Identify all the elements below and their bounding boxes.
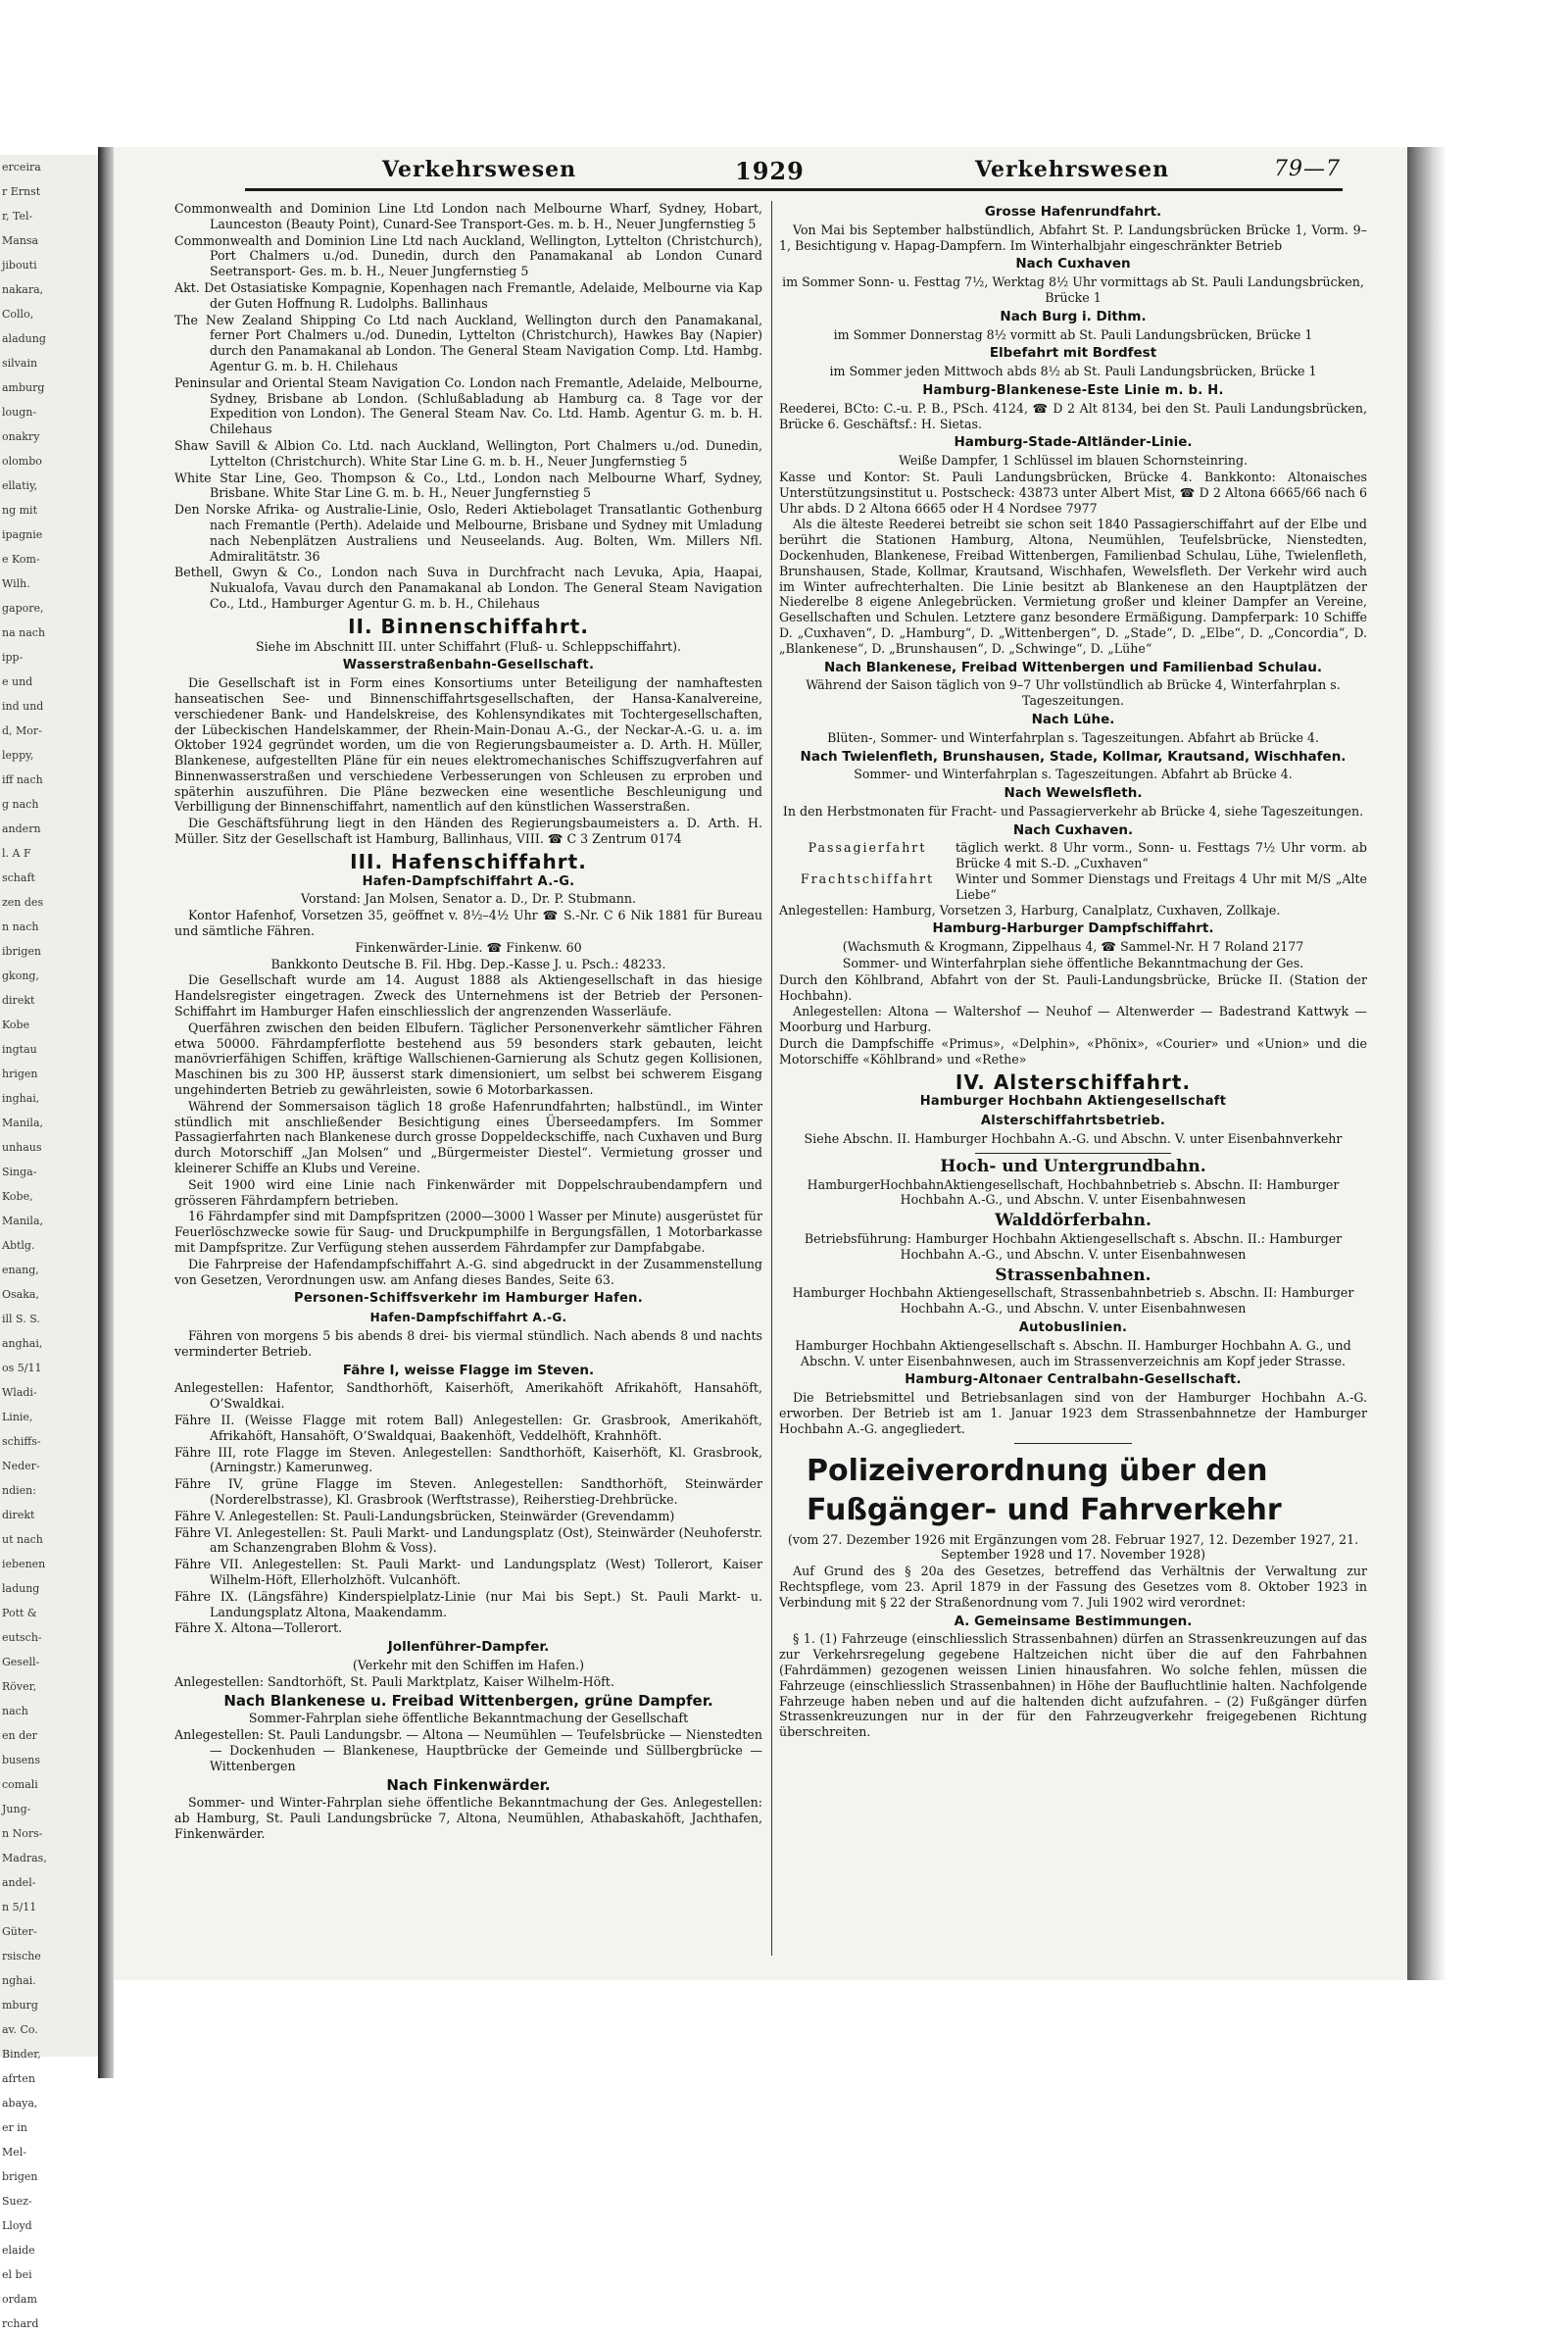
elbefahrt-paragraph: im Sommer jeden Mittwoch abds 8½ ab St. Pauli Landungsbrücken, Brücke 1 <box>829 364 1317 379</box>
head-right: Verkehrswesen <box>975 157 1170 182</box>
luehe-paragraph: Blüten-, Sommer- und Winterfahrplan s. Tageszeitungen. Abfahrt ab Brücke 4. <box>827 729 1319 745</box>
edge-word: ibrigen <box>2 945 41 958</box>
edge-word: Kobe, <box>2 1190 33 1203</box>
freibad-paragraph: Während der Saison täglich von 9–7 Uhr vollstündlich ab Brücke 4, Winterfahrplan s. Tageszeitungen. <box>806 677 1341 709</box>
cuxhaven-anlegestellen: Anlegestellen: Hamburg, Vorsetzen 3, Harburg, Canalplatz, Cuxhaven, Zollkaje. <box>779 902 1281 918</box>
hadag-kontor: Kontor Hafenhof, Vorsetzen 35, geöffnet v. 8½–4½ Uhr ☎ S.-Nr. C 6 Nik 1881 für Bureau und sämtliche Fähren. <box>174 908 762 939</box>
edge-word: comali <box>2 1778 38 1791</box>
personen-title: Personen-Schiffsverkehr im Hamburger Hafen. <box>294 1291 643 1307</box>
head-year: 1929 <box>735 157 805 185</box>
edge-word: ingtau <box>2 1043 37 1056</box>
faehre-entry: Fähre X. Altona—Tollerort. <box>174 1620 343 1636</box>
shipping-line-entry: Den Norske Afrika- og Australie-Linie, Oslo, Rederi Aktiebolaget Transatlantic Gothenburg nach Fremantle (Perth). Adelaide und Melbourne, Brisbane und Sydney mit Umladung nach Nebenplätzen Australiens und Neuseelands. Aug. Bolten, Wm. Millers Nfl. Admiralitätstr. 36 <box>174 502 762 564</box>
hadag-finkenwaerder: Finkenwärder-Linie. ☎ Finkenw. 60 <box>355 939 582 955</box>
cuxhaven-passagier-row <box>779 840 1367 871</box>
edge-word: inghai, <box>2 1092 40 1105</box>
cuxhaven-passagier-value: täglich werkt. 8 Uhr vorm., Sonn- u. Festtags 7½ Uhr vorm. ab Brücke 4 mit S.-D. „Cuxhaven“ <box>956 840 1367 871</box>
section-binnenschiffahrt: II. Binnenschiffahrt. <box>348 614 589 638</box>
cuxhaven-fracht-value: Winter und Sommer Dienstags und Freitags 4 Uhr mit M/S „Alte Liebe“ <box>956 871 1367 902</box>
edge-word: g nach <box>2 798 39 811</box>
edge-word: aladung <box>2 332 46 345</box>
faehren-list <box>174 1380 762 1636</box>
edge-word: iff nach <box>2 773 43 786</box>
harburg-paragraph-2: Sommer- und Winterfahrplan siehe öffentliche Bekanntmachung der Ges. <box>842 956 1304 971</box>
jollen-title: Jollenführer-Dampfer. <box>387 1639 550 1656</box>
edge-word: ill S. S. <box>2 1313 40 1325</box>
edge-word: Gesell- <box>2 1656 40 1668</box>
running-head <box>245 157 1343 191</box>
edge-word: Collo, <box>2 308 34 321</box>
edge-word: schiffs- <box>2 1435 41 1448</box>
edge-word: Singa- <box>2 1166 37 1178</box>
column-divider <box>771 201 772 1956</box>
edge-word: en der <box>2 1729 37 1742</box>
shipping-line-entry: Shaw Savill & Albion Co. Ltd. nach Auckland, Wellington, Port Chalmers u./od. Dunedin, Lyttelton (Christchurch). White Star Line G. m. b. H., Neuer Jungfernstieg 5 <box>174 437 762 469</box>
edge-word: ng mit <box>2 504 37 517</box>
page-gutter <box>98 147 114 2078</box>
shipping-line-entry: Peninsular and Oriental Steam Navigation Co. London nach Fremantle, Adelaide, Melbourne, Sydney, Brisbane ab London. (Schlußabladung ab Hamburg ca. 8 Tage vor der Expedition von London). The General Steam Nav. Co. Ltd. Hamb. Agentur G. m. b. H. Chilehaus <box>174 374 762 437</box>
edge-word: n 5/11 <box>2 1901 37 1914</box>
autobus-paragraph: Hamburger Hochbahn Aktiengesellschaft s. Abschn. II. Hamburger Hochbahn A. G., und Abschn. V. unter Eisenbahnwesen, auch im Strassenverzeichnis am Kopf jeder Strasse. <box>795 1337 1351 1368</box>
faehre-1-title: Fähre I, weisse Flagge im Steven. <box>342 1362 595 1378</box>
section-alsterschiffahrt: IV. Alsterschiffahrt. <box>955 1069 1192 1094</box>
edge-word: busens <box>2 1754 41 1766</box>
wewelsfleth-title: Nach Wewelsfleth. <box>1004 785 1143 802</box>
hadag-bankkonto: Bankkonto Deutsche B. Fil. Hbg. Dep.-Kasse J. u. Psch.: 48233. <box>270 956 666 971</box>
edge-word: e und <box>2 675 33 688</box>
edge-word: ndien: <box>2 1484 36 1497</box>
edge-word: enang, <box>2 1264 39 1276</box>
edge-word: schaft <box>2 871 35 884</box>
edge-word: Wilh. <box>2 577 30 590</box>
edge-word: erceira <box>2 161 41 174</box>
head-page-number: 79—7 <box>1274 157 1341 181</box>
right-column <box>779 201 1367 1741</box>
faehre-entry: Fähre IX. (Längsfähre) Kinderspielplatz-Linie (nur Mai bis Sept.) St. Pauli Markt- u. Landungsplatz Altona, Maakendamm. <box>174 1588 762 1619</box>
walddoerfer-paragraph: Betriebsführung: Hamburger Hochbahn Aktiengesellschaft s. Abschn. II.: Hamburger Hochbahn A.-G., und Abschn. V. unter Eisenbahnwesen <box>804 1231 1343 1262</box>
edge-word: Jung- <box>2 1803 31 1815</box>
edge-word: os 5/11 <box>2 1362 42 1374</box>
cuxhaven-fracht-label: Frachtschiffahrt <box>800 871 935 887</box>
edge-word: brigen <box>2 2170 38 2183</box>
twielenfleth-title: Nach Twielenfleth, Brunshausen, Stade, Kollmar, Krautsand, Wischhafen. <box>800 748 1347 765</box>
strassenbahnen-paragraph: Hamburger Hochbahn Aktiengesellschaft, Strassenbahnbetrieb s. Abschn. II: Hamburger Hochbahn A.-G., und Abschn. V. unter Eisenbahnwesen <box>792 1285 1354 1317</box>
left-column <box>174 201 762 1843</box>
edge-word: Lloyd <box>2 2219 32 2232</box>
finkenwaerder-title: Nach Finkenwärder. <box>386 1775 551 1794</box>
blankenese-anlegestellen: Anlegestellen: St. Pauli Landungsbr. — Altona — Neumühlen — Teufelsbrücke — Nienstedten — Dockenhuden — Blankenese, Hauptbrücke der Gemeinde und Süllbergbrücke — Wittenbergen <box>174 1727 762 1773</box>
edge-word: el bei <box>2 2268 32 2281</box>
edge-word: abaya, <box>2 2097 38 2110</box>
alster-subtitle-2: Alsterschiffahrtsbetrieb. <box>980 1114 1166 1129</box>
hadag-paragraph-1: Die Gesellschaft wurde am 14. August 1888 als Aktiengesellschaft in das hiesige Handelsregister eingetragen. Zweck des Unternehmens ist der Betrieb der Personen-Schiffahrt im Hamburger Hafen einschliesslich der angrenzenden Wasserläufe. <box>174 972 762 1019</box>
edge-word: anghai, <box>2 1337 43 1350</box>
edge-word: ordam <box>2 2293 37 2306</box>
edge-word: ladung <box>2 1582 40 1595</box>
faehre-entry: Fähre VII. Anlegestellen: St. Pauli Markt- und Landungsplatz (West) Tollerort, Kaiser Wilhelm-Höft, Ellerholzhöft. Vulcanhöft. <box>174 1557 762 1587</box>
cuxhaven-2-title: Nach Cuxhaven. <box>1012 821 1134 838</box>
edge-word: Abtlg. <box>2 1239 35 1252</box>
elbefahrt-title: Elbefahrt mit Bordfest <box>989 345 1157 362</box>
hadag-vorstand: Vorstand: Jan Molsen, Senator a. D., Dr. P. Stubmann. <box>301 891 636 907</box>
edge-word: eutsch- <box>2 1631 42 1644</box>
edge-word: r Ernst <box>2 185 41 198</box>
faehre-entry: Fähre III, rote Flagge im Steven. Anlegestellen: Sandthorhöft, Kaiserhöft, Kl. Grasbrook, (Arningstr.) Kamerunweg. <box>174 1444 762 1475</box>
shipping-line-entry: White Star Line, Geo. Thompson & Co., Ltd., London nach Melbourne Wharf, Sydney, Brisbane. White Star Line G. m. b. H., Neuer Jungfernstieg 5 <box>174 470 762 501</box>
edge-word: Madras, <box>2 1852 47 1864</box>
stade-paragraph-2: Kasse und Kontor: St. Pauli Landungsbrücken, Brücke 4. Bankkonto: Altonaisches Unterstützungsinstitut u. Postscheck: 43873 unter Albert Mist, ☎ D 2 Altona 6665/66 nach 6 Uhr abds. D 2 Altona 6665 oder H 4 Nordsee 7977 <box>779 469 1367 516</box>
edge-word: Pott & <box>2 1607 37 1619</box>
harburg-paragraph-5: Durch die Dampfschiffe «Primus», «Delphin», «Phönix», «Courier» und «Union» und die Motorschiffe «Köhlbrand» und «Rethe» <box>779 1036 1367 1067</box>
edge-word: andern <box>2 822 41 835</box>
cuxhaven-title: Nach Cuxhaven <box>1015 256 1131 273</box>
edge-word: direkt <box>2 994 35 1007</box>
edge-word: d, Mor- <box>2 724 42 737</box>
edge-word: jibouti <box>2 259 37 272</box>
hadag-paragraph-4: Seit 1900 wird eine Linie nach Finkenwärder mit Doppelschraubendampfern und grösseren Fährdampfern betrieben. <box>174 1176 762 1208</box>
edge-word: olombo <box>2 455 42 468</box>
hadag-title: Hafen-Dampfschiffahrt A.-G. <box>362 873 575 889</box>
edge-word: lougn- <box>2 406 37 419</box>
binnen-note: Siehe im Abschnitt III. unter Schiffahrt (Fluß- u. Schleppschiffahrt). <box>255 638 682 654</box>
hadag-paragraph-6: Die Fahrpreise der Hafendampfschiffahrt A.-G. sind abgedruckt in der Zusammenstellung von Gesetzen, Verordnungen usw. am Anfang dieses Bandes, Seite 63. <box>174 1256 762 1287</box>
blankenese-subtitle: Sommer-Fahrplan siehe öffentliche Bekanntmachung der Gesellschaft <box>248 1711 689 1726</box>
edge-word: Mel- <box>2 2146 27 2159</box>
wewelsfleth-paragraph: In den Herbstmonaten für Fracht- und Passagierverkehr ab Brücke 4, siehe Tageszeitungen. <box>782 803 1364 819</box>
gross-paragraph: Von Mai bis September halbstündlich, Abfahrt St. P. Landungsbrücken Brücke 1, Vorm. 9–1, Besichtigung v. Hapag-Dampfern. Im Winterhalbjahr eingeschränkter Betrieb <box>779 222 1367 253</box>
faehre-entry: Anlegestellen: Hafentor, Sandthorhöft, Kaiserhöft, Amerikahöft Afrikahöft, Hansahöft, O’Swaldkai. <box>174 1380 762 1412</box>
shipping-line-entry: Bethell, Gwyn & Co., London nach Suva in Durchfracht nach Levuka, Apia, Haapai, Nukualofa, Vavau durch den Panamakanal ab London. The General Steam Navigation Co., Ltd., Hamburger Agentur G. m. b. H., Chilehaus <box>174 565 762 611</box>
burg-title: Nach Burg i. Dithm. <box>1000 308 1147 324</box>
left-page-edge <box>0 155 101 2330</box>
edge-word: direkt <box>2 1509 35 1521</box>
faehre-entry: Fähre VI. Anlegestellen: St. Pauli Markt- und Landungsplatz (Ost), Steinwärder (Neuhoferstr. am Schanzengraben Blohm & Voss). <box>174 1524 762 1556</box>
jollen-anlegestellen: Anlegestellen: Sandtorhöft, St. Pauli Marktplatz, Kaiser Wilhelm-Höft. <box>174 1673 614 1689</box>
edge-word: Manila, <box>2 1117 43 1129</box>
burg-paragraph: im Sommer Donnerstag 8½ vormitt ab St. Pauli Landungsbrücken, Brücke 1 <box>833 326 1313 342</box>
polizei-paragraph-2: § 1. (1) Fahrzeuge (einschliesslich Strassenbahnen) dürfen an Strassenkreuzungen auf das zur Verkehrsregelung gegebene Haltzeichen nicht über die auf den Fahrbahnen (Fahrdämmen) gezogenen weissen Linien hinausfahren. Wo solche fehlen, müssen die Fahrzeuge (einschliesslich Strassenbahnen) in Höhe der Baufluchtlinie halten. Nachfolgende Fahrzeuge haben neben und auf die haltenden dicht aufzufahren. – (2) Fußgänger dürfen Strassenkreuzungen nur in der für den Fahrzeugverkehr freigegebenen Richtung überschreiten. <box>779 1631 1367 1740</box>
divider-rule <box>975 1153 1171 1154</box>
head-left: Verkehrswesen <box>382 157 577 182</box>
edge-word: na nach <box>2 626 46 639</box>
harburg-paragraph-4: Anlegestellen: Altona — Waltershof — Neuhof — Altenwerder — Badestrand Kattwyk — Moorburg und Harburg. <box>779 1004 1367 1035</box>
polizei-title-line-2: Fußgänger- und Fahrverkehr <box>807 1492 1282 1527</box>
wasser-paragraph-2: Die Geschäftsführung liegt in den Händen des Regierungsbaumeisters a. D. Arth. H. Müller. Sitz der Gesellschaft ist Hamburg, Ballinhaus, VIII. ☎ C 3 Zentrum 0174 <box>174 816 762 847</box>
edge-word: ut nach <box>2 1533 43 1546</box>
hadag-paragraph-5: 16 Fährdampfer sind mit Dampfspritzen (2000—3000 l Wasser per Minute) ausgerüstet für Feuerlöschzwecke sowie für Saug- und Druckpumphilfe in Bergungsfällen, 1 Motorbarkasse mit Dampfspritze. Zur Verfügung stehen ausserdem Fährdampfer zur Dampfabgabe. <box>174 1209 762 1255</box>
twielenfleth-paragraph: Sommer- und Winterfahrplan s. Tageszeitungen. Abfahrt ab Brücke 4. <box>854 767 1293 782</box>
edge-word: e Kom- <box>2 553 40 566</box>
blankenese-este-title: Hamburg-Blankenese-Este Linie m. b. H. <box>922 382 1224 398</box>
shipping-line-entry: Akt. Det Ostasiatiske Kompagnie, Kopenhagen nach Fremantle, Adelaide, Melbourne via Kap der Guten Hoffnung R. Ludolphs. Ballinhaus <box>174 279 762 311</box>
edge-word: ellatiy, <box>2 479 38 492</box>
autobus-title: Autobuslinien. <box>1018 1320 1128 1335</box>
finkenwaerder-paragraph: Sommer- und Winter-Fahrplan siehe öffentliche Bekanntmachung der Ges. Anlegestellen: ab Hamburg, St. Pauli Landungsbrücke 7, Altona, Neumühlen, Athabaskahöft, Jachthafen, Finkenwärder. <box>174 1795 762 1841</box>
edge-word: rsische <box>2 1950 41 1963</box>
edge-word: Wladi- <box>2 1386 37 1399</box>
shipping-lines-list <box>174 201 762 612</box>
edge-word: Güter- <box>2 1925 37 1938</box>
edge-word: Binder, <box>2 2048 41 2061</box>
harburg-paragraph-1: (Wachsmuth & Krogmann, Zippelhaus 4, ☎ Sammel-Nr. H 7 Roland 2177 <box>842 939 1304 955</box>
polizei-title-line-1: Polizeiverordnung über den <box>807 1453 1268 1488</box>
personen-subtitle: Hafen-Dampfschiffahrt A.-G. <box>369 1311 567 1325</box>
edge-word: iebenen <box>2 1558 46 1570</box>
freibad-title: Nach Blankenese, Freibad Wittenbergen und Familienbad Schulau. <box>823 659 1323 675</box>
edge-word: mburg <box>2 1999 38 2012</box>
stade-title: Hamburg-Stade-Altländer-Linie. <box>954 434 1193 451</box>
edge-word: Suez- <box>2 2195 32 2208</box>
section-hafenschiffahrt: III. Hafenschiffahrt. <box>350 849 587 873</box>
edge-word: ipp- <box>2 651 24 664</box>
shipping-line-entry: The New Zealand Shipping Co Ltd nach Auckland, Wellington durch den Panamakanal, ferner Port Chalmers u./od. Dunedin, Lyttelton (Christchurch), Hawkes Bay (Napier) durch den Panamakanal ab London. The General Steam Navigation Comp. Ltd. Hambg. Agentur G. m. b. H. Chilehaus <box>174 312 762 373</box>
edge-word: Mansa <box>2 234 39 247</box>
edge-word: elaide <box>2 2244 35 2257</box>
blankenese-este-paragraph: Reederei, BCto: C.-u. P. B., PSch. 4124, ☎ D 2 Alt 8134, bei den St. Pauli Landungsbrücken, Brücke 6. Geschäftsf.: H. Sietas. <box>779 400 1367 431</box>
edge-word: afrten <box>2 2072 35 2085</box>
edge-word: zen des <box>2 896 44 909</box>
luehe-title: Nach Lühe. <box>1031 711 1115 727</box>
divider-rule-2 <box>1014 1443 1132 1444</box>
jollen-subtitle: (Verkehr mit den Schiffen im Hafen.) <box>352 1657 585 1672</box>
alster-subtitle-1: Hamburger Hochbahn Aktiengesellschaft <box>919 1094 1227 1110</box>
edge-word: andel- <box>2 1876 36 1889</box>
edge-word: r, Tel- <box>2 210 33 223</box>
polizei-date: (vom 27. Dezember 1926 mit Ergänzungen vom 28. Februar 1927, 12. Dezember 1927, 21. September 1928 und 17. November 1928) <box>787 1531 1359 1563</box>
edge-word: ipagnie <box>2 528 43 541</box>
edge-word: ind und <box>2 700 44 713</box>
alster-paragraph: Siehe Abschn. II. Hamburger Hochbahn A.-G. und Abschn. V. unter Eisenbahnverkehr <box>804 1131 1343 1147</box>
harburg-title: Hamburg-Harburger Dampfschiffahrt. <box>932 920 1214 937</box>
edge-word: nakara, <box>2 283 44 296</box>
edge-word: onakry <box>2 430 40 443</box>
cuxhaven-fracht-row <box>779 871 1367 903</box>
edge-word: nghai. <box>2 1974 36 1987</box>
edge-word: av. Co. <box>2 2023 38 2036</box>
centralbahn-paragraph: Die Betriebsmittel und Betriebsanlagen sind von der Hamburger Hochbahn A.-G. erworben. Der Betrieb ist am 1. Januar 1923 dem Strassenbahnnetze der Hamburger Hochbahn A.-G. angegliedert. <box>779 1390 1367 1436</box>
edge-word: n nach <box>2 920 39 933</box>
hochbahn-paragraph: HamburgerHochbahnAktiengesellschaft, Hochbahnbetrieb s. Abschn. II: Hamburger Hochbahn A.-G., und Abschn. V. unter Eisenbahnwesen <box>807 1176 1340 1208</box>
centralbahn-title: Hamburg-Altonaer Centralbahn-Gesellschaft. <box>905 1372 1242 1388</box>
edge-word: Linie, <box>2 1411 33 1423</box>
wasser-paragraph-1: Die Gesellschaft ist in Form eines Konsortiums unter Beteiligung der namhaftesten hanseatischen See- und Binnenschiffahrtsgesellschaften, der Hansa-Kanalvereine, verschiedener Bank- und Handelskreise, des Kohlensyndikates mit Tochtergesellschaften, der Lübeckischen Handelskammer, der Rhein-Main-Donau A.-G., der Neckar-A.-G. u. a. im Oktober 1924 gegründet worden, um die von Regierungsbaumeister a. D. Arth. H. Müller, Blankenese, aufgestellten Pläne für ein neues elektromechanisches Schiffszugverfahren auf Binnenwasserstraßen und verschiedene Verbesserungen von Schleusen zu erproben und späterhin auszuführen. Die Pläne bezwecken eine wesentliche Beschleunigung und Verbilligung der Binnenschiffahrt, namentlich auf den künstlichen Wasserstraßen. <box>174 675 762 815</box>
hadag-paragraph-2: Querfähren zwischen den beiden Elbufern. Täglicher Personenverkehr sämtlicher Fähren etwa 50000. Fährdampferflotte bestehend aus 59 besonders stark gebauten, leicht manövrierfähigen Schiffen, kräftige Wallschienen-Garnierung als Schutz gegen Kollisionen, Maschinen bis zu 300 HP, äusserst stark dimensioniert, um selbst bei schwerem Eisgang ungehinderten Betrieb zu gewährleisten, sowie 6 Motorbarkassen. <box>174 1019 762 1098</box>
cuxhaven-paragraph: im Sommer Sonn- u. Festtag 7½, Werktag 8½ Uhr vormittags ab St. Pauli Landungsbrücken, Brücke 1 <box>782 274 1364 305</box>
edge-word: rchard <box>2 2317 39 2330</box>
edge-word: unhaus <box>2 1141 42 1154</box>
edge-word: hrigen <box>2 1068 38 1080</box>
edge-word: er in <box>2 2121 27 2134</box>
edge-word: Neder- <box>2 1460 40 1472</box>
polizei-paragraph-1: Auf Grund des § 20a des Gesetzes, betreffend das Verhältnis der Verwaltung zur Rechtspflege, vom 23. April 1879 in der Fassung des Gesetzes vom 8. Oktober 1923 in Verbindung mit § 22 der Straßenordnung vom 7. Juli 1902 wird verordnet: <box>779 1564 1367 1610</box>
page-shadow-right <box>1407 147 1446 1980</box>
wasser-title: Wasserstraßenbahn-Gesellschaft. <box>342 658 595 673</box>
faehre-entry: Fähre IV, grüne Flagge im Steven. Anlegestellen: Sandthorhöft, Steinwärder (Norderelbstrasse), Kl. Grasbrook (Werftstrasse), Reiherstieg-Drehbrücke. <box>174 1476 762 1507</box>
edge-word: n Nors- <box>2 1827 43 1840</box>
cuxhaven-passagier-label: Passagierfahrt <box>808 840 927 856</box>
edge-word: leppy, <box>2 749 34 762</box>
edge-word: Kobe <box>2 1019 30 1031</box>
shipping-line-entry: Commonwealth and Dominion Line Ltd nach Auckland, Wellington, Lyttelton (Christchurch), Port Chalmers u./od. Dunedin, durch den Panamakanal ab London Cunard Seetransport- Ges. m. b. H., Neuer Jungfernstieg 5 <box>174 232 762 279</box>
gross-title: Grosse Hafenrundfahrt. <box>984 204 1162 220</box>
hochbahn-title: Hoch- und Untergrundbahn. <box>940 1156 1206 1176</box>
edge-word: amburg <box>2 381 45 394</box>
edge-word: Röver, <box>2 1680 37 1693</box>
edge-word: l. A F <box>2 847 31 860</box>
stade-paragraph-1: Weiße Dampfer, 1 Schlüssel im blauen Schornsteinring. <box>898 453 1249 469</box>
strassenbahnen-title: Strassenbahnen. <box>995 1265 1152 1285</box>
edge-word: Manila, <box>2 1215 43 1227</box>
harburg-paragraph-3: Durch den Köhlbrand, Abfahrt von der St. Pauli-Landungsbrücke, Brücke II. (Station der Hochbahn). <box>779 971 1367 1003</box>
faehre-entry: Fähre V. Anlegestellen: St. Pauli-Landungsbrücken, Steinwärder (Grevendamm) <box>174 1508 675 1523</box>
shipping-line-entry: Commonwealth and Dominion Line Ltd London nach Melbourne Wharf, Sydney, Hobart, Launceston (Beauty Point), Cunard-See Transport-Ges. m. b. H., Neuer Jungfernstieg 5 <box>174 201 762 231</box>
edge-word: silvain <box>2 357 38 370</box>
edge-word: nach <box>2 1705 28 1717</box>
stade-paragraph-3: Als die älteste Reederei betreibt sie schon seit 1840 Passagierschiffahrt auf der Elbe und berührt die Stationen Hamburg, Altona, Neumühlen, Teufelsbrücke, Nienstedten, Dockenhuden, Blankenese, Freibad Wittenbergen, Familienbad Schulau, Lühe, Twielenfleth, Brunshausen, Stade, Kollmar, Krautsand, Wischhafen, Wewelsfleth. Der Verkehr wird auch im Winter aufrechterhalten. Die Linie besitzt ab Blankenese an den Hauptplätzen der Niederelbe 8 eigene Anlegebrücken. Vermietung großer und kleiner Dampfer an Vereine, Gesellschaften und Schulen. Letztere ganz besondere Ermäßigung. Dampferpark: 10 Schiffe D. „Cuxhaven“, D. „Hamburg“, D. „Wittenbergen“, D. „Stade“, D. „Elbe“, D. „Concordia“, D. „Blankenese“, D. „Brunshausen“, D. „Schwinge“, D. „Lühe“ <box>779 517 1367 656</box>
blankenese-title: Nach Blankenese u. Freibad Wittenbergen, grüne Dampfer. <box>223 1691 713 1710</box>
edge-word: gapore, <box>2 602 44 615</box>
faehre-entry: Fähre II. (Weisse Flagge mit rotem Ball) Anlegestellen: Gr. Grasbrook, Amerikahöft, Afrikahöft, Hansahöft, O’Swaldquai, Baakenhöft, Veddelhöft, Krahnhöft. <box>174 1412 762 1443</box>
edge-word: gkong, <box>2 969 39 982</box>
personen-paragraph: Fähren von morgens 5 bis abends 8 drei- bis viermal stündlich. Nach abends 8 und nachts verminderter Betrieb. <box>174 1327 762 1359</box>
walddoerfer-title: Walddörferbahn. <box>995 1211 1152 1231</box>
polizei-section-a: A. Gemeinsame Bestimmungen. <box>954 1613 1193 1629</box>
edge-word: Osaka, <box>2 1288 39 1301</box>
hadag-paragraph-3: Während der Sommersaison täglich 18 große Hafenrundfahrten; halbstündl., im Winter stündlich mit anschließender Besichtigung eines Überseedampfers. Im Sommer Passagierfahrten nach Blankenese durch grosse Doppeldeckschiffe, nach Cuxhaven und Burg durch Motorschiff „Jan Molsen“ und „Bürgermeister Diestel“. Vermietung grosser und kleinerer Schiffe an Klubs und Vereine. <box>174 1098 762 1176</box>
